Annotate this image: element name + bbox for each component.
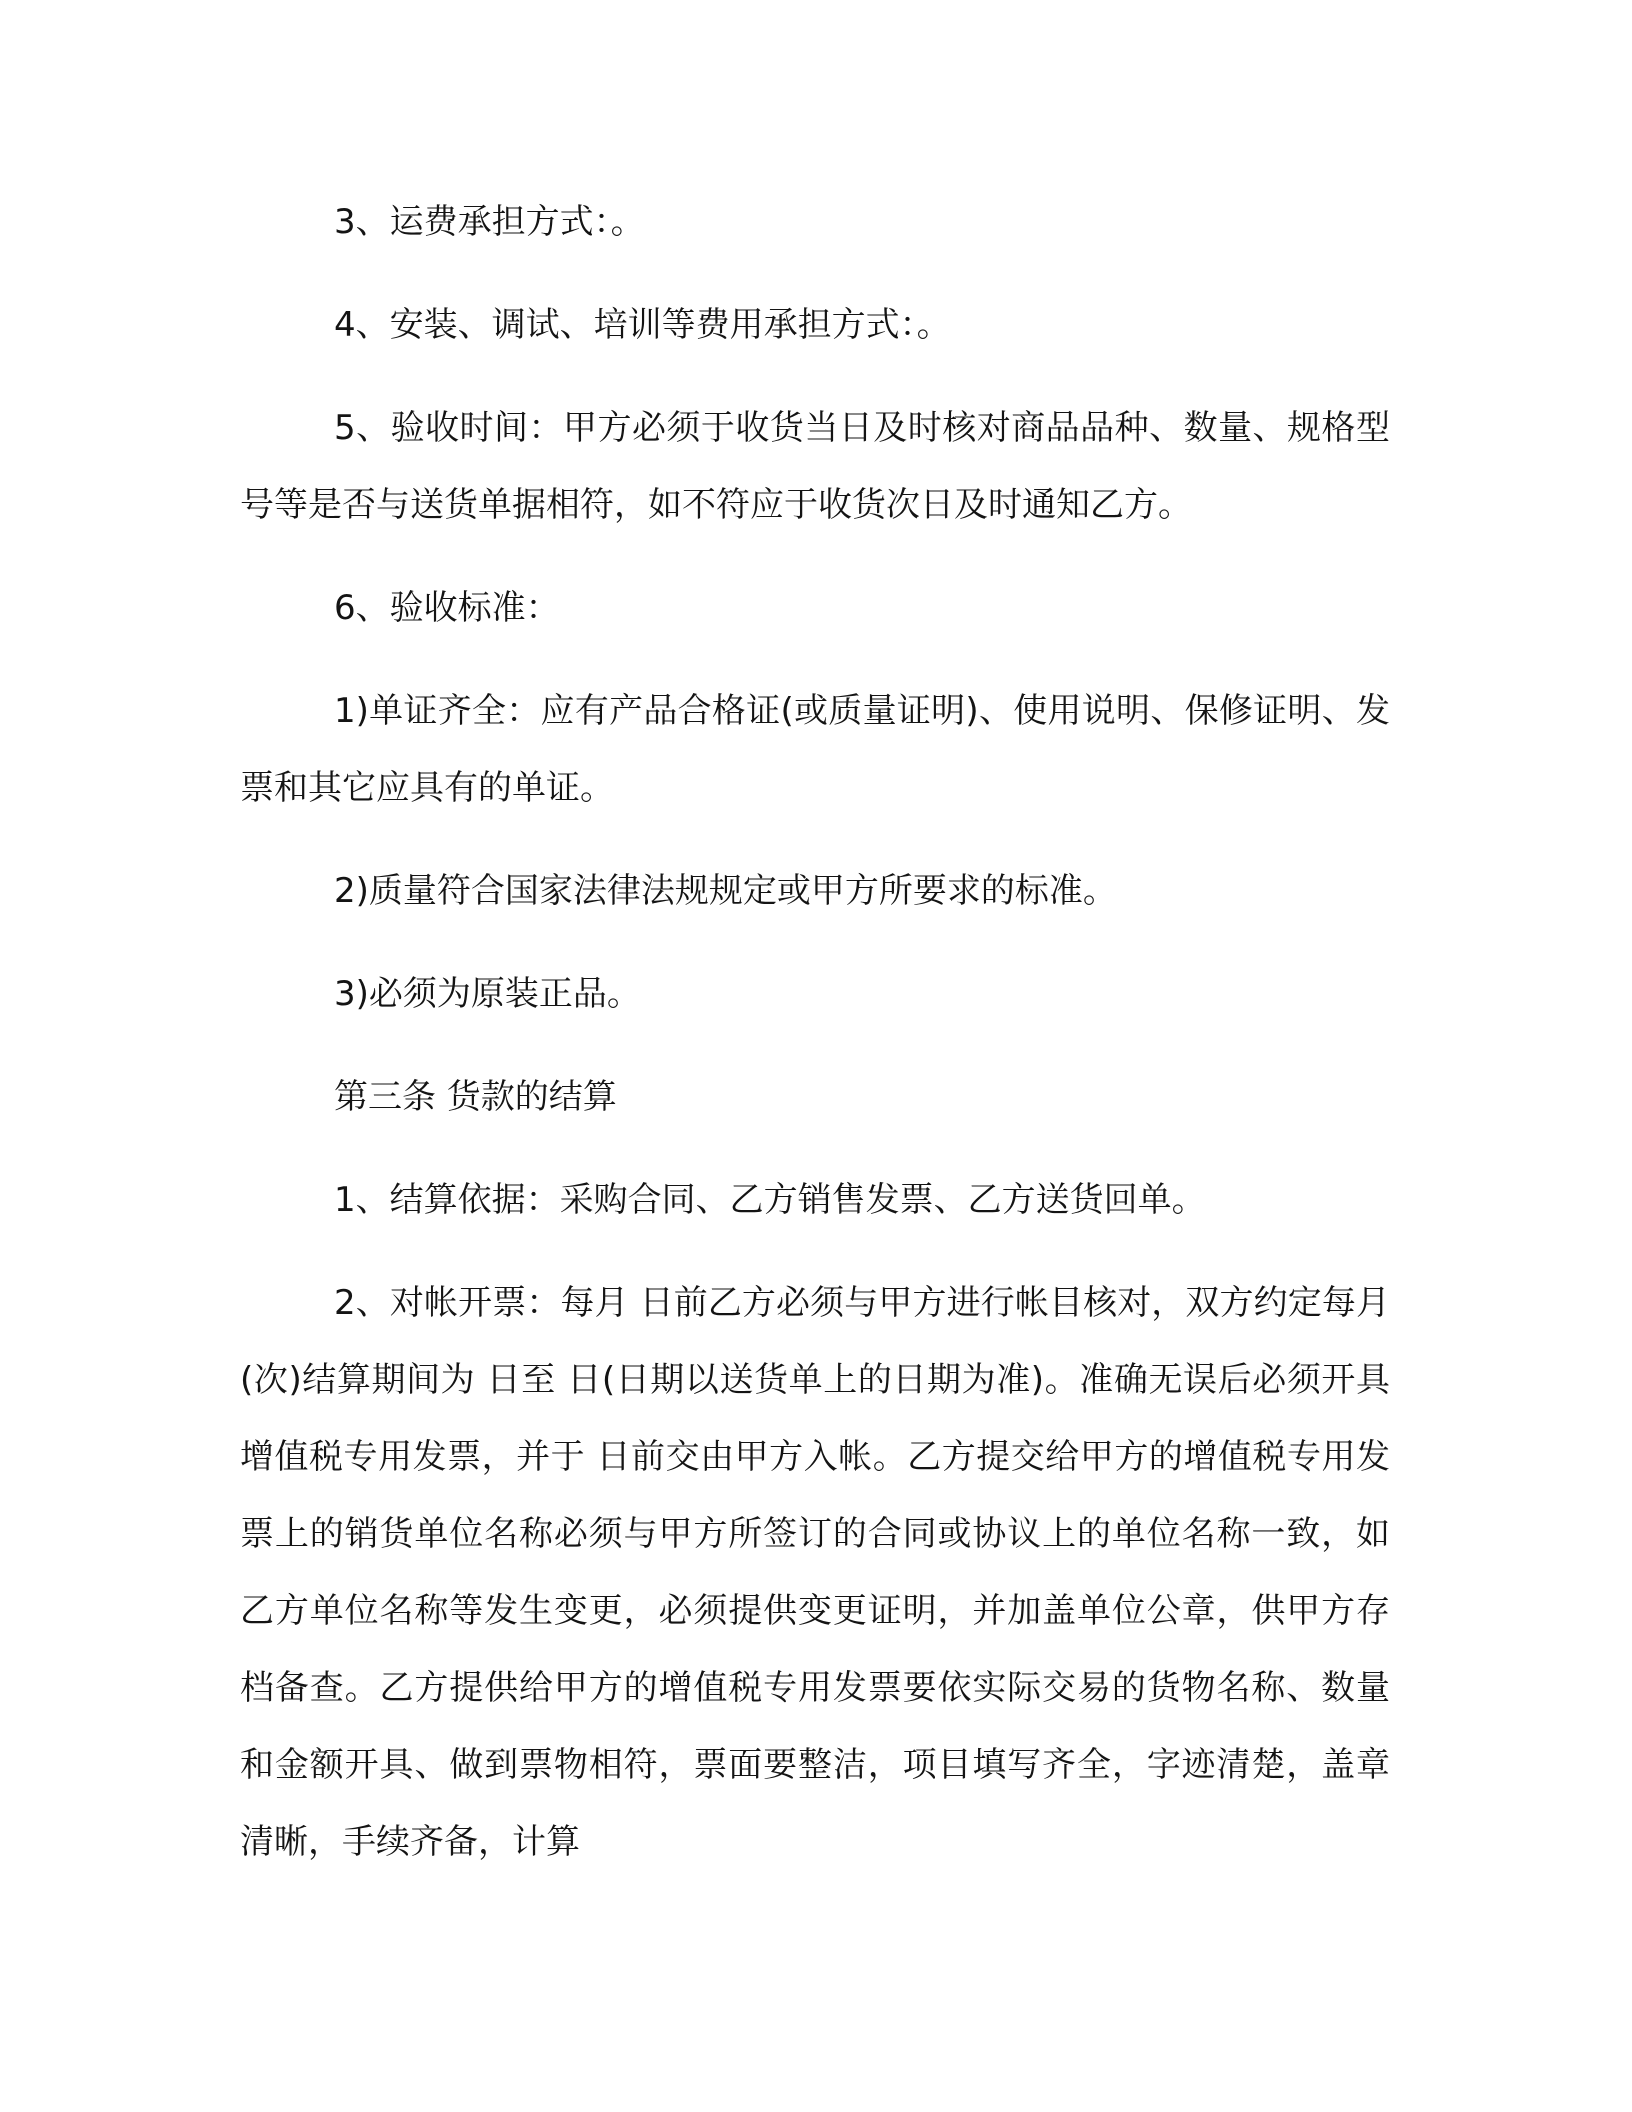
document-body — [240, 184, 1390, 1907]
reconciliation-invoicing: 2、对帐开票：每月 日前乙方必须与甲方进行帐目核对，双方约定每月(次)结算期间为 日至 日(日期以送货单上的日期为准)。准确无误后必须开具增值税专用发票，并于 日前交由甲方入帐。乙方提交给甲方的增值税专用发票上的销货单位名称必须与甲方所签订的合同或协议上的单位名称一致，如乙方单位名称等发生变更，必须提供变更证明，并加盖单位公章，供甲方存档备查。乙方提供给甲方的增值税专用发票要依实际交易的货物名称、数量和金额开具、做到票物相符，票面要整洁，项目填写齐全，字迹清楚，盖章清晰，手续齐备，计算 — [240, 1283, 1390, 1862]
standard-item-2-quality: 2)质量符合国家法律法规规定或甲方所要求的标准。 — [334, 871, 1117, 911]
standard-item-3-genuine: 3)必须为原装正品。 — [334, 974, 641, 1014]
article-3-heading: 第三条 货款的结算 — [334, 1077, 617, 1117]
clause-6-inspection-standard: 6、验收标准： — [334, 588, 560, 628]
clause-5-inspection-time: 5、验收时间：甲方必须于收货当日及时核对商品品种、数量、规格型号等是否与送货单据相符，如不符应于收货次日及时通知乙方。 — [240, 408, 1390, 525]
clause-4-installation-costs: 4、安装、调试、培训等费用承担方式：。 — [334, 305, 951, 345]
clause-3-freight: 3、运费承担方式：。 — [334, 202, 645, 242]
standard-item-1-documents: 1)单证齐全：应有产品合格证(或质量证明)、使用说明、保修证明、发票和其它应具有的单证。 — [240, 691, 1390, 808]
settlement-basis: 1、结算依据：采购合同、乙方销售发票、乙方送货回单。 — [334, 1180, 1206, 1220]
